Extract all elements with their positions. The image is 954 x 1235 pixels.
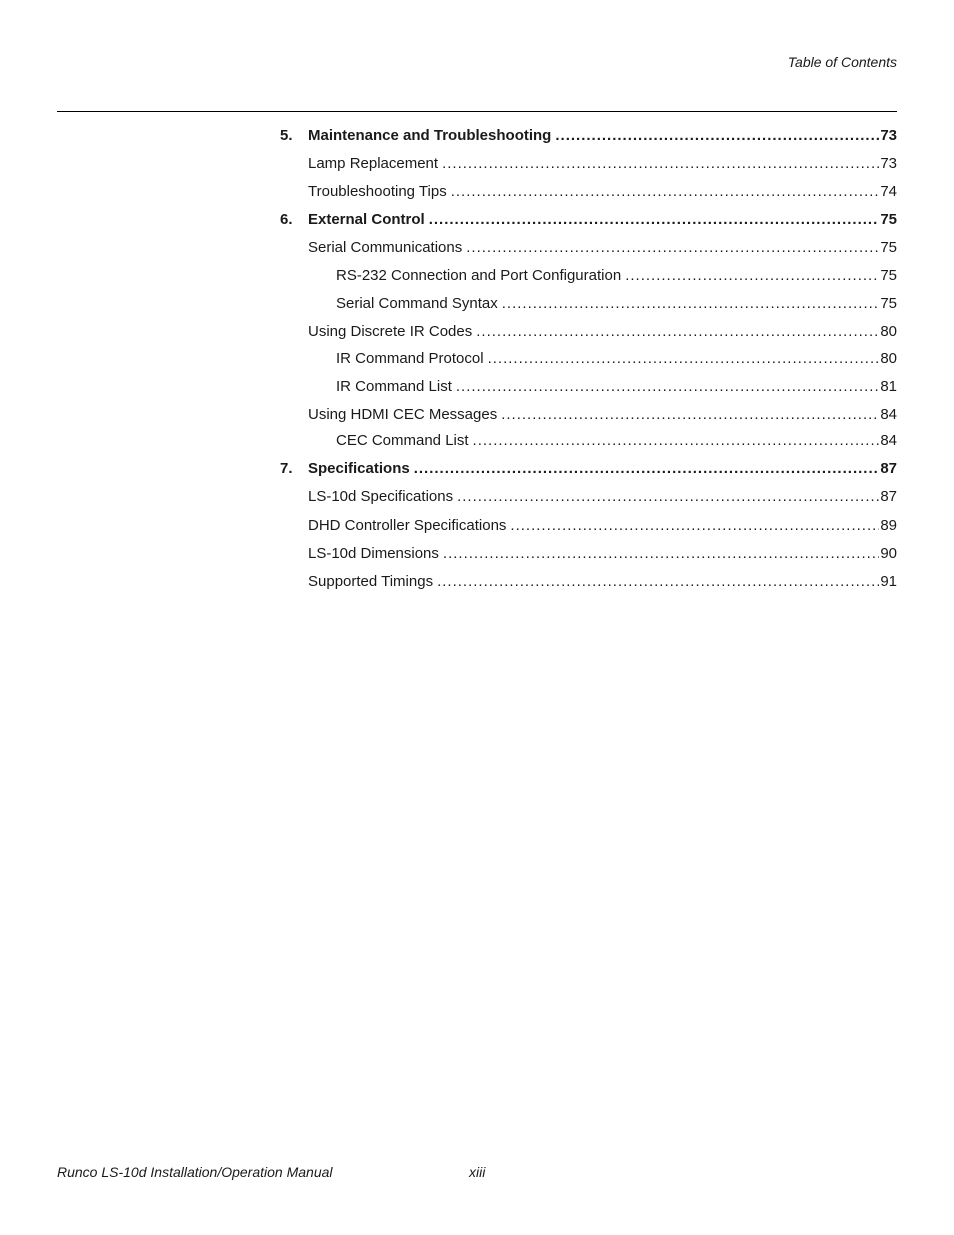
toc-entry[interactable]: [0, 210, 954, 230]
toc-entry[interactable]: [0, 349, 954, 369]
toc-entry[interactable]: [0, 377, 954, 397]
toc-entry[interactable]: [0, 431, 954, 451]
toc-entry-line: [308, 572, 897, 592]
toc-entry-title[interactable]: IR Command List: [336, 378, 452, 395]
toc-page-number[interactable]: 75: [880, 267, 897, 284]
toc-entry-line: [308, 459, 897, 479]
toc-entry-line: [308, 487, 897, 507]
toc-entry-title[interactable]: Serial Communications: [308, 239, 463, 256]
toc-page-number[interactable]: 84: [880, 406, 897, 423]
toc-entry[interactable]: [0, 238, 954, 258]
toc-entry-title[interactable]: Supported Timings: [308, 573, 434, 590]
toc-page-number[interactable]: 87: [880, 488, 897, 505]
toc-entry[interactable]: [0, 182, 954, 202]
toc-entry-line: [308, 238, 897, 258]
toc-dot-leader: [456, 377, 879, 397]
toc-dot-leader: [414, 459, 880, 479]
toc-entry[interactable]: [0, 322, 954, 342]
footer-manual-title: Runco LS-10d Installation/Operation Manual: [57, 1164, 333, 1180]
toc-page-number[interactable]: 74: [880, 183, 897, 200]
toc-entry-line: [308, 544, 897, 564]
toc-entry-title[interactable]: External Control: [308, 211, 425, 228]
toc-page-number[interactable]: 84: [880, 432, 897, 449]
toc-dot-leader: [466, 238, 879, 258]
toc-entry[interactable]: [0, 516, 954, 536]
toc-entry-title[interactable]: Using Discrete IR Codes: [308, 323, 473, 340]
toc-entry-title[interactable]: LS-10d Dimensions: [308, 545, 439, 562]
toc-entry[interactable]: [0, 154, 954, 174]
toc-entry[interactable]: [0, 266, 954, 286]
toc-entry-line: [336, 266, 897, 286]
toc-page-number[interactable]: 81: [880, 378, 897, 395]
toc-entry[interactable]: [0, 572, 954, 592]
toc-entry[interactable]: [0, 294, 954, 314]
toc-page-number[interactable]: 90: [880, 545, 897, 562]
toc-page-number[interactable]: 80: [880, 350, 897, 367]
toc-entry[interactable]: [0, 126, 954, 146]
toc-chapter-number: 6.: [280, 211, 293, 228]
toc-dot-leader: [501, 405, 879, 425]
toc-entry-title[interactable]: Troubleshooting Tips: [308, 183, 447, 200]
toc-entry[interactable]: [0, 459, 954, 479]
toc-entry[interactable]: [0, 544, 954, 564]
toc-entry-line: [308, 516, 897, 536]
toc-chapter-number: 7.: [280, 460, 293, 477]
toc-entry-line: [336, 294, 897, 314]
toc-entry-line: [308, 126, 897, 146]
toc-dot-leader: [510, 516, 879, 536]
toc-dot-leader: [442, 154, 879, 174]
toc-entry-title[interactable]: DHD Controller Specifications: [308, 517, 507, 534]
toc-entry-title[interactable]: RS-232 Connection and Port Configuration: [336, 267, 622, 284]
toc-page-number[interactable]: 91: [880, 573, 897, 590]
toc-dot-leader: [476, 322, 879, 342]
toc-entry-title[interactable]: Maintenance and Troubleshooting: [308, 127, 552, 144]
toc-entry-title[interactable]: IR Command Protocol: [336, 350, 484, 367]
toc-page-number[interactable]: 73: [880, 155, 897, 172]
toc-entry-line: [308, 154, 897, 174]
toc-entry-title[interactable]: Lamp Replacement: [308, 155, 439, 172]
toc-chapter-number: 5.: [280, 127, 293, 144]
toc-entry-title[interactable]: LS-10d Specifications: [308, 488, 454, 505]
toc-dot-leader: [555, 126, 879, 146]
toc-page-number[interactable]: 75: [880, 211, 897, 228]
toc-entry-title[interactable]: Using HDMI CEC Messages: [308, 406, 498, 423]
toc-entry-line: [336, 349, 897, 369]
toc-entry-line: [308, 322, 897, 342]
toc-dot-leader: [429, 210, 880, 230]
toc-page-number[interactable]: 87: [880, 460, 897, 477]
toc-page-number[interactable]: 80: [880, 323, 897, 340]
toc-entry-title[interactable]: Serial Command Syntax: [336, 295, 498, 312]
toc-dot-leader: [451, 182, 880, 202]
toc-page-number[interactable]: 75: [880, 295, 897, 312]
toc-entry-line: [308, 182, 897, 202]
toc-dot-leader: [437, 572, 879, 592]
toc-dot-leader: [625, 266, 879, 286]
toc-entry[interactable]: [0, 405, 954, 425]
footer-page-number: xiii: [469, 1164, 486, 1180]
toc-page-number[interactable]: 75: [880, 239, 897, 256]
toc-entry[interactable]: [0, 487, 954, 507]
toc-dot-leader: [443, 544, 879, 564]
toc-entry-line: [336, 377, 897, 397]
toc-dot-leader: [457, 487, 879, 507]
toc-entry-line: [308, 405, 897, 425]
toc-page-number[interactable]: 73: [880, 127, 897, 144]
toc-entry-line: [336, 431, 897, 451]
running-header: Table of Contents: [787, 54, 897, 70]
toc-entry-title[interactable]: Specifications: [308, 460, 410, 477]
toc-entry-title[interactable]: CEC Command List: [336, 432, 469, 449]
toc-dot-leader: [473, 431, 880, 451]
toc-dot-leader: [502, 294, 880, 314]
header-rule: [57, 111, 897, 112]
toc-dot-leader: [488, 349, 880, 369]
toc-entry-line: [308, 210, 897, 230]
toc-page-number[interactable]: 89: [880, 517, 897, 534]
